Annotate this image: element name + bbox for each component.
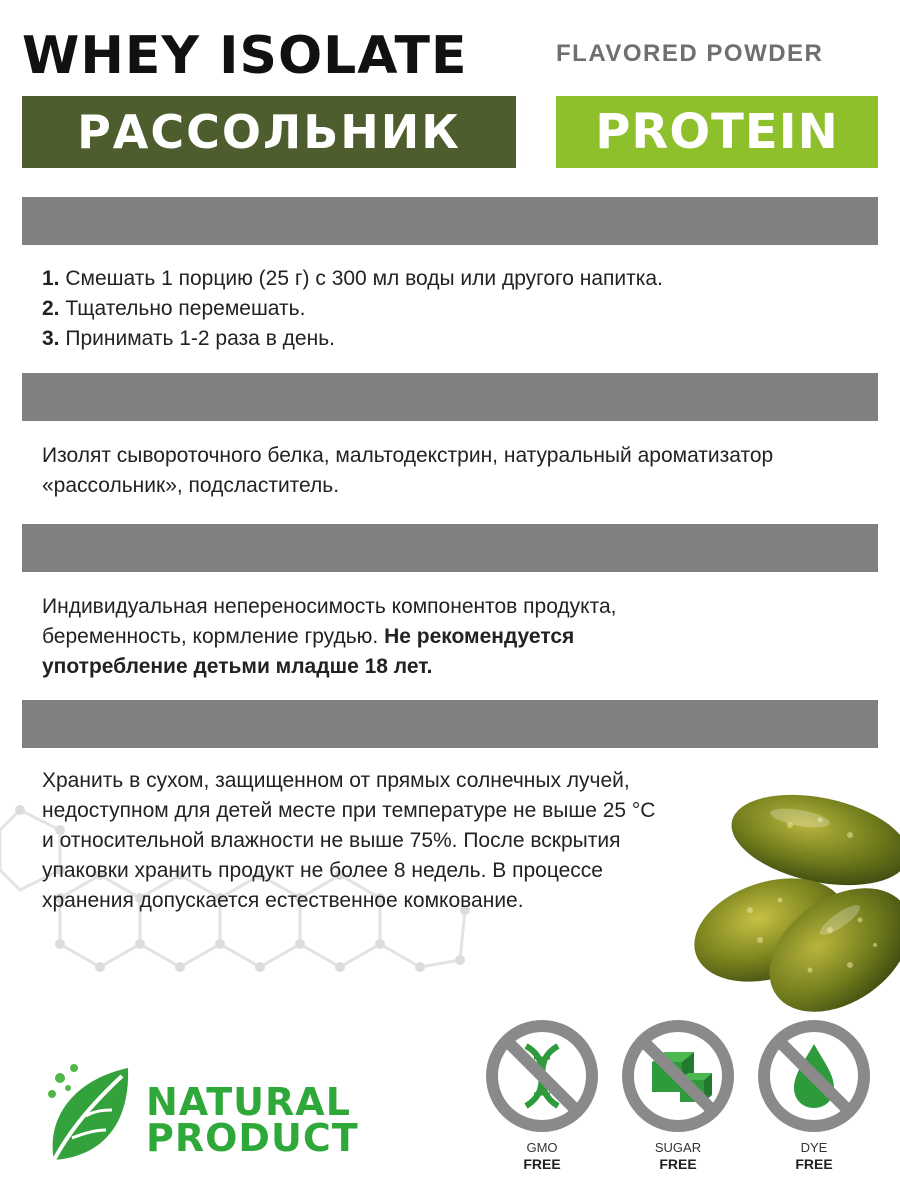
- drop-icon: [756, 1018, 872, 1134]
- dye-free-badge: DYE FREE: [754, 1018, 874, 1172]
- usage-step: 1. Смешать 1 порцию (25 г) с 300 мл воды или другого напитка.: [42, 267, 663, 290]
- protein-banner: [556, 96, 878, 168]
- leaf-icon: [42, 1060, 142, 1170]
- section-bar-contraindications: [22, 524, 878, 572]
- section-bar-usage: [22, 197, 878, 245]
- composition-text: Изолят сывороточного белка, мальтодекстрин, натуральный ароматизатор «рассольник», подсластитель.: [42, 444, 774, 497]
- gmo-free-badge: GMO FREE: [482, 1018, 602, 1172]
- natural-product-label: NATURAL PRODUCT: [146, 1080, 359, 1160]
- pickles-image: [690, 780, 900, 1020]
- protein-label: PROTEIN: [595, 104, 839, 160]
- product-subtitle: FLAVORED POWDER: [556, 40, 824, 67]
- dna-icon: [484, 1018, 600, 1134]
- sugar-free-badge: SUGAR FREE: [618, 1018, 738, 1172]
- flavor-banner: [22, 96, 516, 168]
- section-bar-storage: [22, 700, 878, 748]
- usage-step: 2. Тщательно перемешать.: [42, 297, 306, 320]
- flavor-label: РАССОЛЬНИК: [77, 105, 461, 159]
- storage-text: Хранить в сухом, защищенном от прямых солнечных лучей, недоступном для детей месте при температуре не выше 25 °С и относительной влажности не выше 75%. После вскрытия упаковки хранить продукт не более 8 недель. В процессе хранения допускается естественное комкование.: [42, 769, 656, 912]
- product-title: WHEY ISOLATE: [22, 26, 468, 86]
- usage-step: 3. Принимать 1-2 раза в день.: [42, 327, 335, 350]
- section-bar-composition: [22, 373, 878, 421]
- sugar-cubes-icon: [620, 1018, 736, 1134]
- contraindications-text: Индивидуальная непереносимость компонентов продукта, беременность, кормление грудью. Не рекомендуется употребление детьми младше 18 лет.: [42, 595, 617, 678]
- usage-steps: [42, 264, 882, 354]
